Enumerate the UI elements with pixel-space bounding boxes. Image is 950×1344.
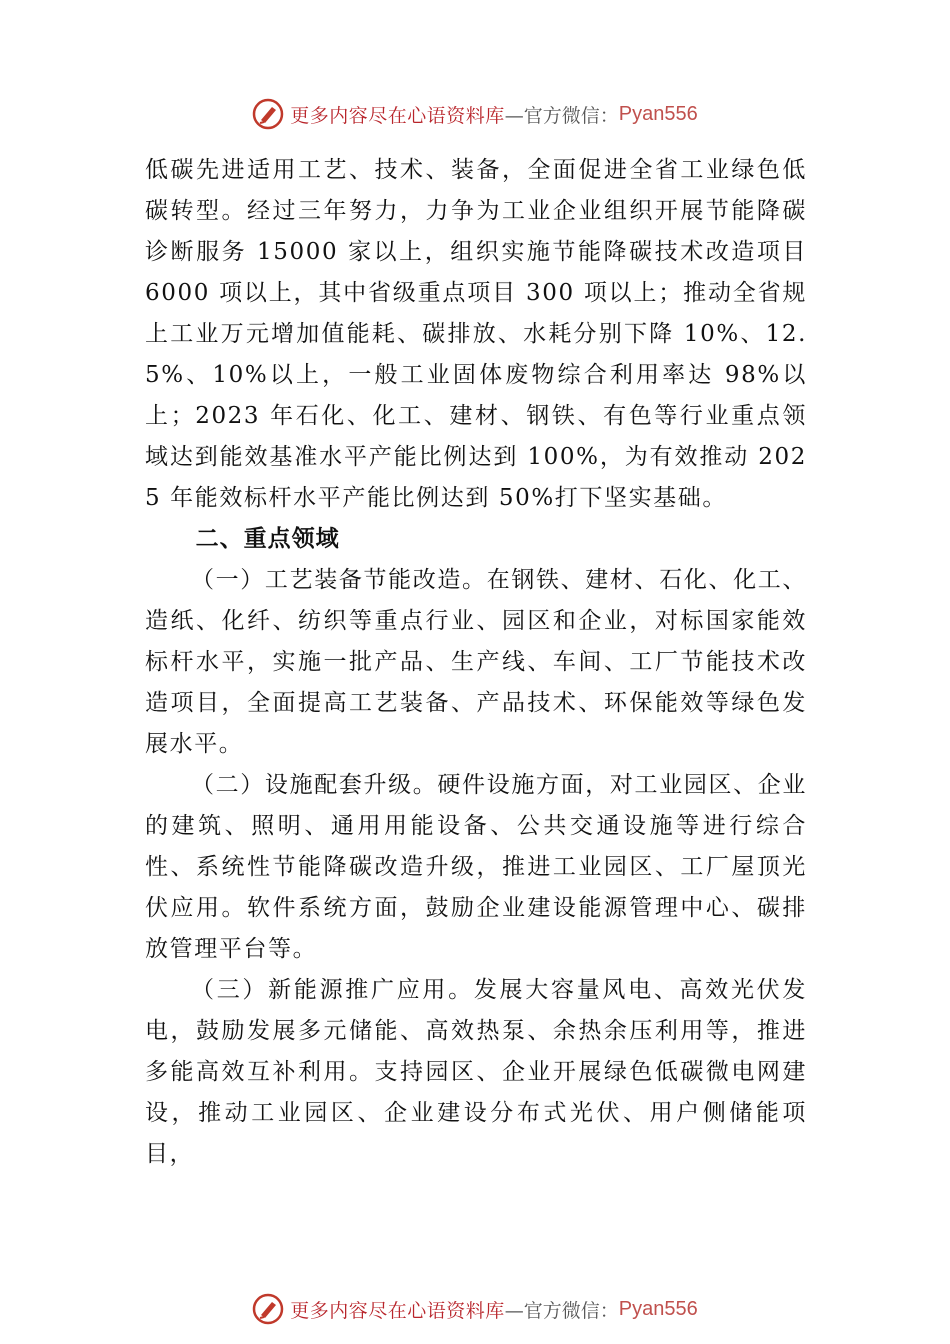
logo-icon: [252, 1293, 284, 1325]
banner-contact: Pyan556: [618, 102, 698, 125]
section-heading: 二、重点领域: [195, 526, 340, 552]
banner-separator: —官方微信：: [504, 104, 619, 127]
header-watermark-banner: [0, 94, 950, 134]
banner-contact: Pyan556: [618, 1297, 698, 1320]
paragraph-item-1: （一）工艺装备节能改造。在钢铁、建材、石化、化工、造纸、化纤、纺织等重点行业、园区和企业，对标国家能效标杆水平，实施一批产品、生产线、车间、工厂节能技术改造项目，全面提高工艺装备、产品技术、环保能效等绿色发展水平。: [145, 567, 807, 757]
document-body: [145, 150, 807, 1175]
banner-separator: —官方微信：: [504, 1299, 619, 1322]
footer-watermark-banner: [0, 1289, 950, 1329]
paragraph-item-2: （二）设施配套升级。硬件设施方面，对工业园区、企业的建筑、照明、通用用能设备、公共交通设施等进行综合性、系统性节能降碳改造升级，推进工业园区、工厂屋顶光伏应用。软件系统方面，鼓励企业建设能源管理中心、碳排放管理平台等。: [145, 772, 807, 962]
paragraph-item-3: （三）新能源推广应用。发展大容量风电、高效光伏发电，鼓励发展多元储能、高效热泵、余热余压利用等，推进多能高效互补利用。支持园区、企业开展绿色低碳微电网建设，推动工业园区、企业建设分布式光伏、用户侧储能项目，: [145, 977, 807, 1167]
paragraph-intro: 低碳先进适用工艺、技术、装备，全面促进全省工业绿色低碳转型。经过三年努力，力争为工业企业组织开展节能降碳诊断服务 15000 家以上，组织实施节能降碳技术改造项目 6000 项以上，其中省级重点项目 300 项以上；推动全省规上工业万元增加值能耗、碳排放、水耗分别下降 10%、12.5%、10%以上，一般工业固体废物综合利用率达 98%以上；2023 年石化、化工、建材、钢铁、有色等行业重点领域达到能效基准水平产能比例达到 100%，为有效推动 2025 年能效标杆水平产能比例达到 50%打下坚实基础。: [145, 157, 807, 511]
logo-icon: [252, 98, 284, 130]
banner-title: 更多内容尽在心语资料库: [290, 104, 505, 127]
banner-title: 更多内容尽在心语资料库: [290, 1299, 505, 1322]
